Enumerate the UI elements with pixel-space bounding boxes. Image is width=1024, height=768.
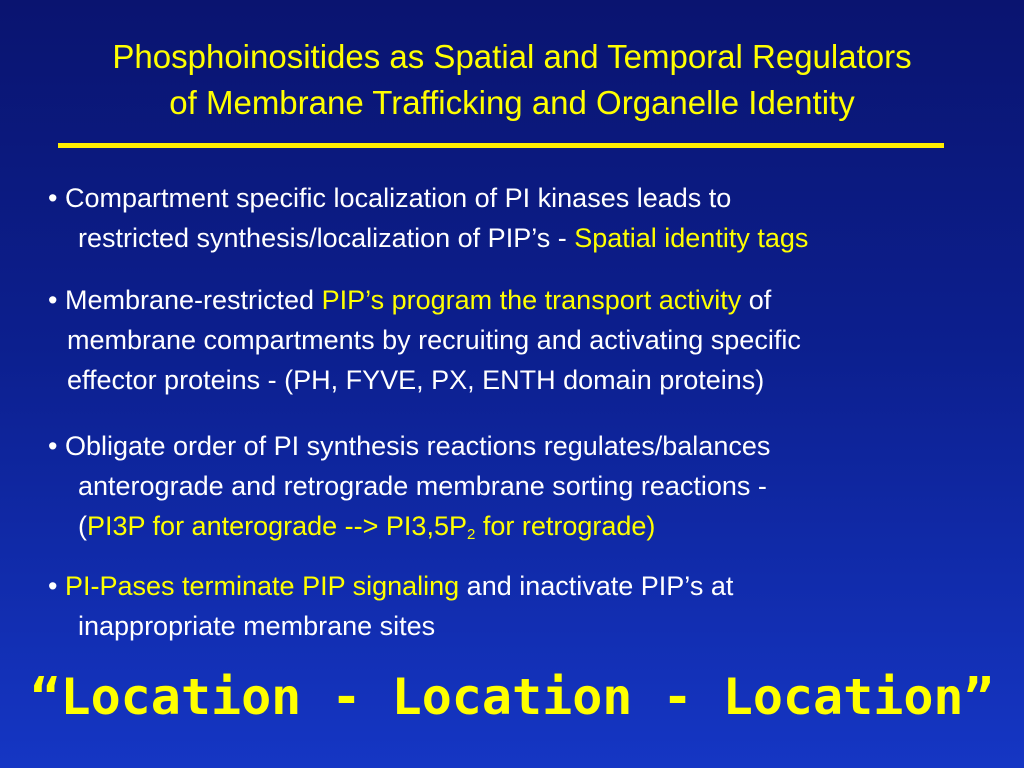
bullet-1-line-1: Compartment specific localization of PI kinases leads to	[64, 183, 732, 213]
bullet-marker: •	[48, 431, 58, 461]
bullet-2-line-2: membrane compartments by recruiting and activating specific	[67, 325, 801, 355]
bullet-item-1	[48, 178, 1014, 258]
bullet-1-line-2: restricted synthesis/localization of PIP’s -	[78, 223, 575, 253]
bullet-3-highlight-2: for retrograde)	[475, 511, 656, 541]
bullet-1-highlight: Spatial identity tags	[574, 223, 809, 253]
location-tagline: “Location - Location - Location”	[30, 668, 994, 726]
bullet-4-line-1-b: and inactivate PIP’s at	[459, 571, 734, 601]
bullet-3-open-paren: (	[78, 511, 87, 541]
slide-title-line-2: of Membrane Trafficking and Organelle Identity	[169, 84, 855, 121]
bullet-marker: •	[48, 285, 58, 315]
slide-title	[0, 34, 1024, 126]
bullet-2-line-3: effector proteins - (PH, FYVE, PX, ENTH domain proteins)	[67, 365, 765, 395]
bullet-3-line-2: anterograde and retrograde membrane sorting reactions -	[78, 471, 767, 501]
bullet-3-subscript: 2	[466, 526, 476, 543]
bullet-2-line-1-a: Membrane-restricted	[64, 285, 322, 315]
bullet-marker: •	[48, 571, 58, 601]
bullet-item-2	[48, 280, 1014, 400]
bullet-2-highlight: PIP’s program the transport activity	[321, 285, 742, 315]
slide-title-line-1: Phosphoinositides as Spatial and Temporal Regulators	[112, 38, 912, 75]
bullet-4-line-2: inappropriate membrane sites	[78, 611, 436, 641]
bullet-4-highlight: PI-Pases terminate PIP signaling	[64, 571, 460, 601]
bullet-item-4	[48, 566, 1014, 646]
bullet-marker: •	[48, 183, 58, 213]
bullet-item-3	[48, 426, 1014, 555]
bullet-3-highlight-1: PI3P for anterograde --> PI3,5P	[87, 511, 467, 541]
title-underline-divider	[58, 143, 944, 148]
bullet-2-line-1-b: of	[741, 285, 772, 315]
bullet-3-line-1: Obligate order of PI synthesis reactions regulates/balances	[64, 431, 771, 461]
